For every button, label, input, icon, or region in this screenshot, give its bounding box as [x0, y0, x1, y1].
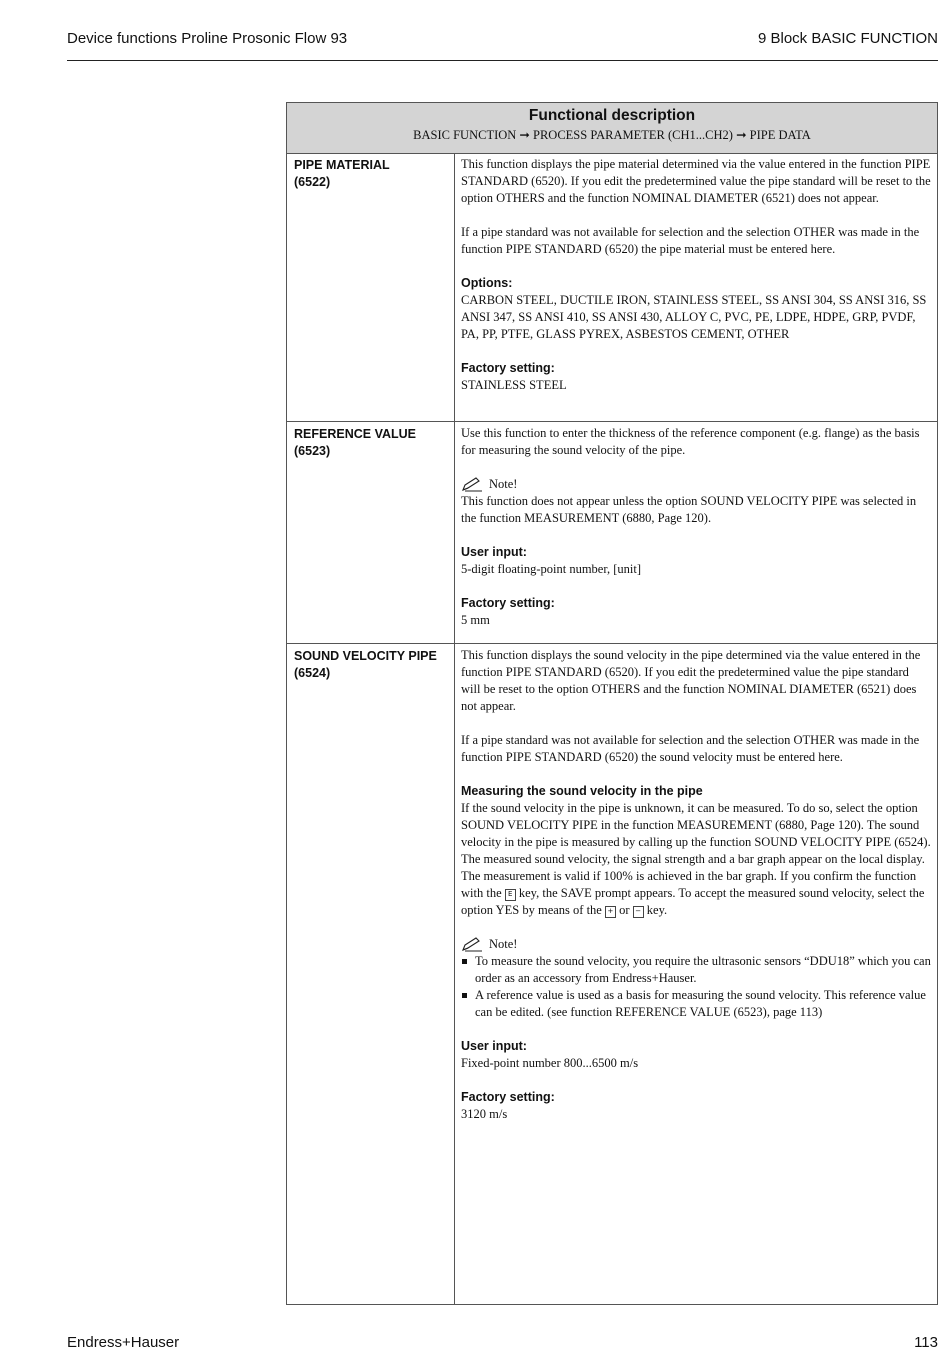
user-input-label: User input: [461, 1039, 527, 1053]
factory-setting-label: Factory setting: [461, 1090, 555, 1104]
factory-setting-label: Factory setting: [461, 596, 555, 610]
function-description-cell [455, 422, 937, 629]
list-item: A reference value is used as a basis for measuring the sound velocity. This reference value can be edited. (see function REFERENCE VALUE (6523), page 113) [461, 987, 931, 1021]
function-description-cell [455, 153, 937, 394]
table-row-pipe-material [287, 153, 937, 422]
note-text: This function does not appear unless the option SOUND VELOCITY PIPE was selected in the function MEASUREMENT (6880, Page 120). [461, 494, 917, 525]
function-name-cell [287, 644, 455, 1304]
description-paragraph: If a pipe standard was not available for selection and the selection OTHER was made in the function PIPE STANDARD (6520) the pipe material must be entered here. [461, 225, 920, 256]
function-name: REFERENCE VALUE [294, 427, 417, 441]
factory-setting-value: STAINLESS STEEL [461, 378, 567, 392]
header-document-title: Device functions Proline Prosonic Flow 93 [67, 30, 348, 47]
table-header [287, 103, 937, 154]
factory-setting-value: 5 mm [461, 613, 490, 627]
measuring-text [461, 800, 931, 919]
function-description-cell [455, 644, 937, 1123]
table-title: Functional description [528, 107, 696, 124]
page-header [67, 30, 938, 61]
factory-setting-label: Factory setting: [461, 361, 555, 375]
function-code: (6524) [294, 666, 331, 680]
function-code: (6522) [294, 175, 331, 189]
user-input-label: User input: [461, 545, 527, 559]
pencil-note-icon [461, 936, 489, 953]
header-chapter-title: 9 Block BASIC FUNCTION [757, 30, 938, 47]
measuring-text-part: If the sound velocity in the pipe is unknown, it can be measured. To do so, select the option SOUND VELOCITY PIPE in the function MEASUREMENT (6880, Page 120). The sound velocity in the pipe is measured by calling up the function SOUND VELOCITY PIPE (6524). The measured sound velocity, the signal strength and a bar graph appear on the local display. The measurement is valid if 100% is achieved in the bar graph. If you confirm the function with the [461, 801, 931, 900]
list-item: To measure the sound velocity, you require the ultrasonic sensors “DDU18” which you can order as an accessory from Endress+Hauser. [461, 953, 931, 987]
plus-key-icon: + [605, 906, 616, 918]
measuring-heading: Measuring the sound velocity in the pipe [461, 784, 703, 798]
options-text: CARBON STEEL, DUCTILE IRON, STAINLESS STEEL, SS ANSI 304, SS ANSI 316, SS ANSI 347, SS ANSI 410, SS ANSI 430, ALLOY C, PVC, PE, LDPE, HDPE, GRP, PVDF, PA, PP, PTFE, GLASS PYREX, ASBESTOS CEMENT, OTHER [461, 293, 927, 341]
table-row-sound-velocity-pipe [287, 644, 937, 1304]
page-number: 113 [914, 1334, 938, 1351]
description-paragraph: This function displays the pipe material determined via the value entered in the function PIPE STANDARD (6520). If you edit the predetermined value the pipe standard will be reset to the option OTHERS and the function NOMINAL DIAMETER (6521) does not appear. [461, 157, 931, 205]
minus-key-icon: − [633, 906, 644, 918]
description-paragraph: Use this function to enter the thickness of the reference component (e.g. flange) as the basis for measuring the sound velocity of the pipe. [461, 426, 920, 457]
user-input-value: 5-digit floating-point number, [unit] [461, 562, 642, 576]
description-paragraph: If a pipe standard was not available for selection and the selection OTHER was made in the function PIPE STANDARD (6520) the sound velocity must be entered here. [461, 733, 920, 764]
function-name-cell [287, 153, 455, 421]
function-name-cell [287, 422, 455, 643]
note-bullet-list [461, 953, 931, 1021]
function-code: (6523) [294, 444, 331, 458]
note-heading [461, 936, 931, 953]
measuring-text-part: key, the SAVE prompt appears. To accept the measured sound velocity, select the option YES by means of the [461, 886, 925, 917]
function-name: SOUND VELOCITY PIPE [294, 649, 437, 663]
pencil-note-icon [461, 476, 489, 493]
table-row-reference-value [287, 422, 937, 644]
function-name: PIPE MATERIAL [294, 158, 390, 172]
table-breadcrumb: BASIC FUNCTION ➞ PROCESS PARAMETER (CH1...CH2) ➞ PIPE DATA [413, 128, 811, 142]
measuring-text-part: key. [646, 903, 668, 917]
note-label: Note! [489, 937, 518, 951]
options-label: Options: [461, 276, 513, 290]
note-heading [461, 476, 931, 493]
factory-setting-value: 3120 m/s [461, 1107, 508, 1121]
note-label: Note! [489, 477, 518, 491]
user-input-value: Fixed-point number 800...6500 m/s [461, 1056, 639, 1070]
description-paragraph: This function displays the sound velocity in the pipe determined via the value entered in the function PIPE STANDARD (6520). If you edit the predetermined value the pipe standard will be reset to the option OTHERS and the function NOMINAL DIAMETER (6521) does not appear. [461, 648, 921, 713]
functional-description-table [286, 102, 938, 1305]
enter-key-icon: E [505, 889, 516, 901]
footer-brand: Endress+Hauser [67, 1334, 180, 1351]
measuring-text-part: or [619, 903, 630, 917]
